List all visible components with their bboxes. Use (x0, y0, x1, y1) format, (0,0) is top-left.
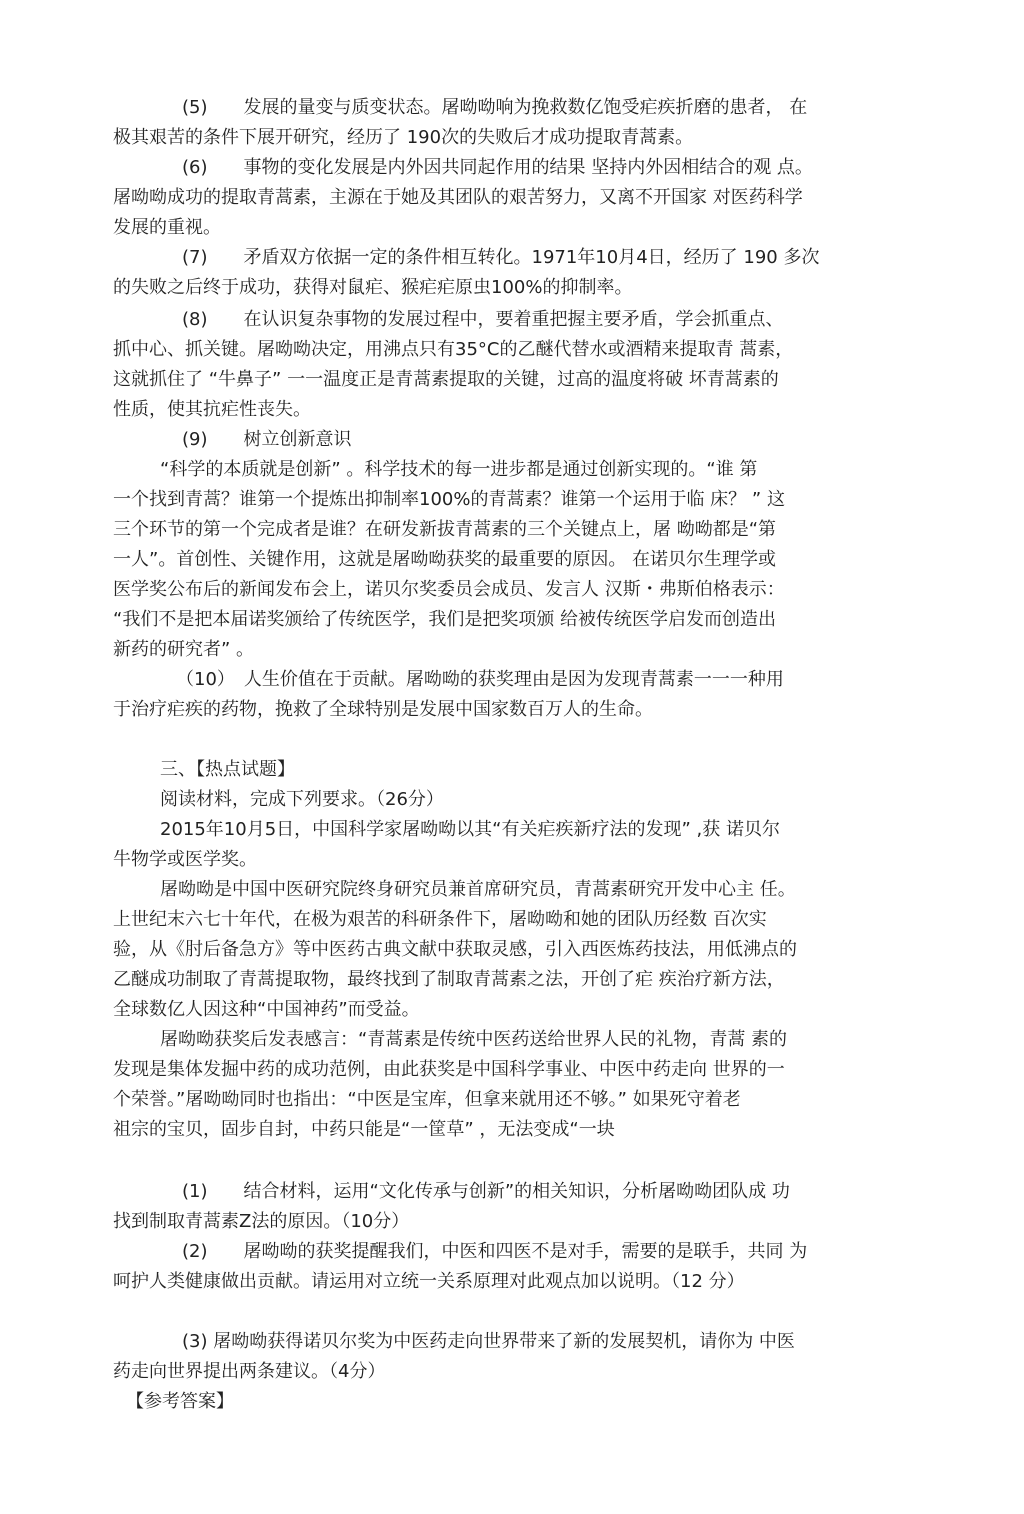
text-line: 屠呦呦获奖后发表感言：“青蒿素是传统中医药送给世界人民的礼物，青蒿 素的 (160, 1029, 788, 1050)
text-line: 医学奖公布后的新闻发布会上，诺贝尔奖委员会成员、发言人 汉斯・弗斯伯格表示： (113, 579, 785, 600)
text-line: (6) 事物的变化发展是内外因共同起作用的结果 坚持内外因相结合的观 点。 (182, 157, 813, 178)
text-line: 上世纪末六七十年代，在极为艰苦的科研条件下，屠呦呦和她的团队历经数 百次实 (113, 909, 767, 930)
text-line: 牛物学或医学奖。 (113, 849, 257, 870)
text-line: 乙醚成功制取了青蒿提取物，最终找到了制取青蒿素之法，开创了疟 疾治疗新方法， (113, 969, 785, 990)
text-line: (8) 在认识复杂事物的发展过程中，要着重把握主要矛盾，学会抓重点、 (182, 309, 784, 330)
text-line: 验，从《肘后备急方》等中医药古典文献中获取灵感，引入西医炼药技法，用低沸点的 (113, 939, 797, 960)
text-line: 2015年10月5日，中国科学家屠呦呦以其“有关疟疾新疗法的发现” ,获 诺贝尔 (160, 819, 780, 840)
text-line: 屠呦呦成功的提取青蒿素，主源在于她及其团队的艰苦努力，又离不开国家 对医药科学 (113, 187, 803, 208)
text-line: 祖宗的宝贝，固步自封，中药只能是“一筐草” ，无法变成“一块 (113, 1119, 615, 1140)
text-line: 全球数亿人因这种“中国神药”而受益。 (113, 999, 420, 1020)
answer-heading: 【参考答案】 (126, 1391, 234, 1412)
text-line: 新药的研究者” 。 (113, 639, 255, 660)
question-line: (2) 屠呦呦的获奖提醒我们，中医和四医不是对手，需要的是联手，共同 为 (182, 1241, 808, 1262)
text-line: 发展的重视。 (113, 217, 221, 238)
text-line: 发现是集体发掘中药的成功范例，由此获奖是中国科学事业、中医中药走向 世界的一 (113, 1059, 785, 1080)
text-line: “我们不是把本届诺奖颁给了传统医学，我们是把奖项颁 给被传统医学启发而创造出 (113, 609, 777, 630)
question-line: 呵护人类健康做出贡献。请运用对立统一关系原理对此观点加以说明。（12 分） (113, 1271, 745, 1292)
text-line: “科学的本质就是创新” 。科学技术的每一进步都是通过创新实现的。“谁 第 (160, 459, 758, 480)
text-line: 抓中心、抓关键。屠呦呦决定，用沸点只有35°C的乙醚代替水或酒精来提取青 蒿素， (113, 339, 794, 360)
question-line: (1) 结合材料，运用“文化传承与创新”的相关知识，分析屠呦呦团队成 功 (182, 1181, 790, 1202)
question-line: (3) 屠呦呦获得诺贝尔奖为中医药走向世界带来了新的发展契机，请你为 中医 (182, 1331, 795, 1352)
text-line: 性质，使其抗疟性丧失。 (113, 399, 311, 420)
text-line: 屠呦呦是中国中医研究院终身研究员兼首席研究员，青蒿素研究开发中心主 任。 (160, 879, 796, 900)
question-line: 找到制取青蒿素Z法的原因。（10分） (113, 1211, 410, 1232)
section-heading: 三、【热点试题】 (160, 759, 295, 780)
text-line: 极其艰苦的条件下展开研究，经历了 190次的失败后才成功提取青蒿素。 (113, 127, 694, 148)
text-line: （10） 人生价值在于贡献。屠呦呦的获奖理由是因为发现青蒿素一一一种用 (176, 669, 784, 690)
text-line: (5) 发展的量变与质变状态。屠呦呦响为挽救数亿饱受疟疾折磨的患者， 在 (182, 97, 808, 118)
text-line: 个荣誉。”屠呦呦同时也指出：“中医是宝库，但拿来就用还不够。” 如果死守着老 (113, 1089, 741, 1110)
question-line: 药走向世界提出两条建议。（4分） (113, 1361, 386, 1382)
text-line: 这就抓住了 “牛鼻子” 一一温度正是青蒿素提取的关键，过高的温度将破 坏青蒿素的 (113, 369, 779, 390)
text-line: 于治疗疟疾的药物，挽救了全球特别是发展中国家数百万人的生命。 (113, 699, 653, 720)
text-line: 的失败之后终于成功，获得对鼠疟、猴疟疟原虫100%的抑制率。 (113, 277, 633, 298)
text-line: 一个找到青蒿？谁第一个提炼出抑制率100%的青蒿素？谁第一个运用于临 床？ ” 这 (113, 489, 785, 510)
text-line: (7) 矛盾双方依据一定的条件相互转化。1971年10月4日，经历了 190 多次 (182, 247, 820, 268)
text-line: 阅读材料，完成下列要求。（26分） (160, 789, 444, 810)
text-line: (9) 树立创新意识 (182, 429, 352, 450)
text-line: 三个环节的第一个完成者是谁？在研发新拔青蒿素的三个关键点上，屠 呦呦都是“第 (113, 519, 777, 540)
text-line: 一人”。首创性、关键作用，这就是屠呦呦获奖的最重要的原因。 在诺贝尔生理学或 (113, 549, 777, 570)
